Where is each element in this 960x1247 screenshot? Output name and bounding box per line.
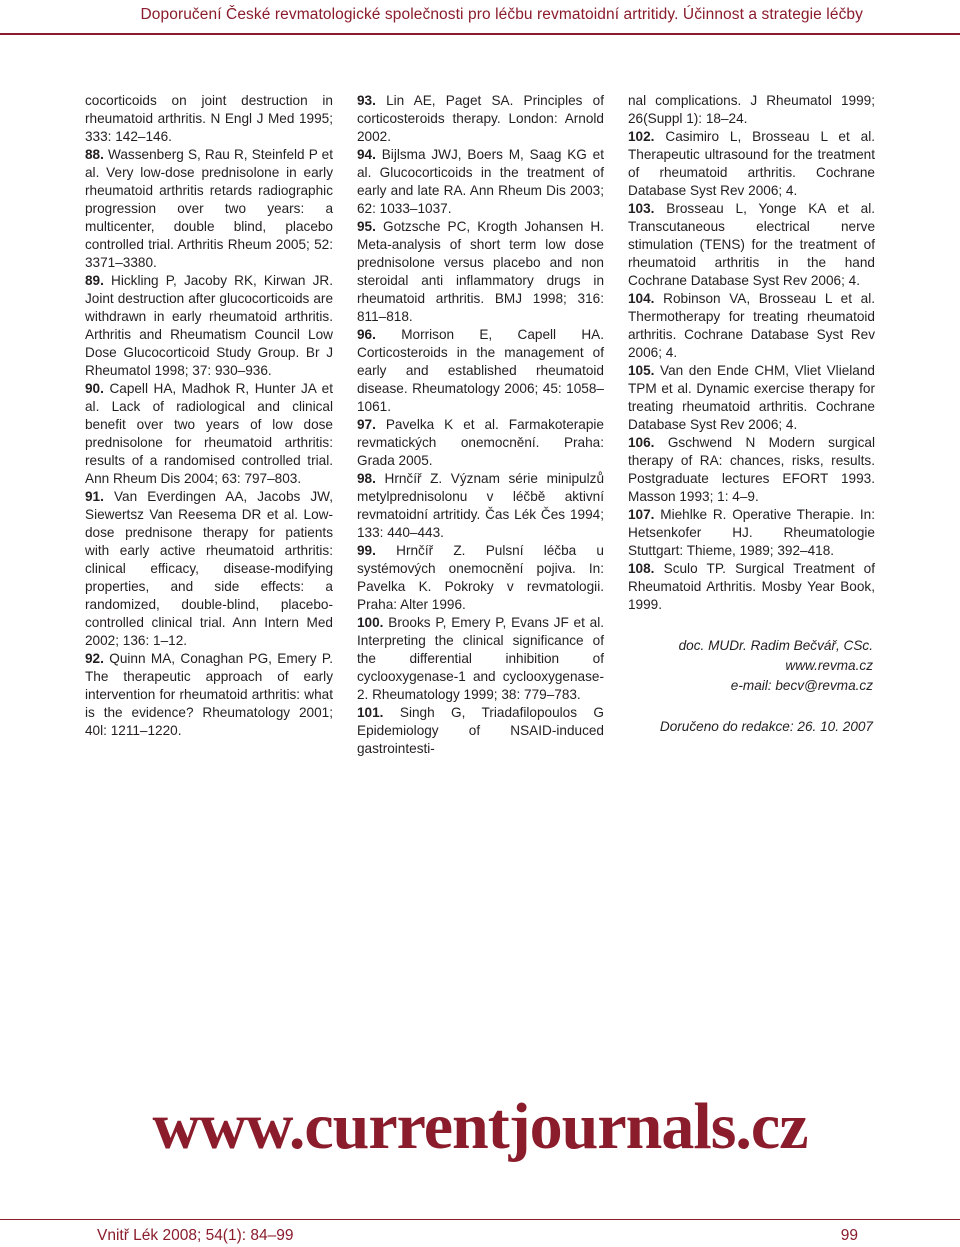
author-website: www.revma.cz: [785, 658, 873, 673]
author-name: doc. MUDr. Radim Bečvář, CSc.: [678, 638, 873, 653]
reference-item: [357, 704, 604, 758]
reference-text: Lin AE, Paget SA. Principles of corticosteroids therapy. London: Arnold 2002.: [357, 93, 604, 144]
reference-text: Gschwend N Modern surgical therapy of RA: chances, risks, results. Postgraduate lectures EFORT 1993. Masson 1993; 1: 4–9.: [628, 435, 875, 504]
reference-text: Quinn MA, Conaghan PG, Emery P. The therapeutic approach of early intervention for rheumatoid arthritis: what is the evidence? Rheumatology 2001; 40l: 1211–1220.: [85, 651, 333, 738]
reference-continuation: cocorticoids on joint destruction in rheumatoid arthritis. N Engl J Med 1995; 333: 142–146.: [85, 93, 333, 144]
reference-text: Casimiro L, Brosseau L et al. Therapeutic ultrasound for the treatment of rheumatoid arthritis. Cochrane Database Syst Rev 2006; 4.: [628, 129, 875, 198]
reference-text: Van Everdingen AA, Jacobs JW, Siewertsz Van Reesema DR et al. Low-dose prednisone therapy for patients with early active rheumatoid arthritis: clinical efficacy, disease-modifying properties, and side effects: a randomized, double-blind, placebo-controlled clinical trial. Ann Intern Med 2002; 136: 1–12.: [85, 489, 333, 648]
reference-item: [85, 650, 333, 740]
reference-number: 99.: [357, 543, 376, 558]
reference-item: [628, 506, 875, 560]
reference-number: 103.: [628, 201, 655, 216]
reference-item: [628, 434, 875, 506]
reference-item: [357, 470, 604, 542]
reference-text: Capell HA, Madhok R, Hunter JA et al. Lack of radiological and clinical benefit over two years of low dose prednisolone for rheumatoid arthritis: results of a randomised controlled trial. Ann Rheum Dis 2004; 63: 797–803.: [85, 381, 333, 486]
reference-text: Robinson VA, Brosseau L et al. Thermotherapy for treating rheumatoid arthritis. Cochrane Database Syst Rev 2006; 4.: [628, 291, 875, 360]
reference-item: [357, 92, 604, 146]
reference-number: 108.: [628, 561, 655, 576]
reference-text: Bijlsma JWJ, Boers M, Saag KG et al. Glucocorticoids in the treatment of early and late RA. Ann Rheum Dis 2003; 62: 1033–1037.: [357, 147, 604, 216]
reference-text: Van den Ende CHM, Vliet Vlieland TPM et al. Dynamic exercise therapy for treating rheumatoid arthritis. Cochrane Database Syst Rev 2006; 4.: [628, 363, 875, 432]
page-number: 99: [840, 1227, 858, 1244]
reference-item: [357, 416, 604, 470]
reference-number: 107.: [628, 507, 655, 522]
reference-number: 94.: [357, 147, 376, 162]
reference-text: Wassenberg S, Rau R, Steinfeld P et al. Very low-dose prednisolone in early rheumatoid arthritis retards radiographic progression over two years: a multicenter, double blind, placebo controlled trial. Arthritis Rheum 2005; 52: 3371–3380.: [85, 147, 333, 270]
reference-text: Miehlke R. Operative Therapie. In: Hetsenkofer HJ. Rheumatologie Stuttgart: Thieme, 1989; 392–418.: [628, 507, 875, 558]
reference-text: Brosseau L, Yonge KA et al. Transcutaneous electrical nerve stimulation (TENS) for the treatment of rheumatoid arthritis in the hand Cochrane Database Syst Rev 2006; 4.: [628, 201, 875, 288]
reference-item: [357, 614, 604, 704]
received-date: Doručeno do redakce: 26. 10. 2007: [659, 719, 873, 734]
reference-item: [628, 200, 875, 290]
reference-item: [357, 146, 604, 218]
reference-item: [357, 542, 604, 614]
references-column-2: [357, 92, 604, 758]
reference-text: Hickling P, Jacoby RK, Kirwan JR. Joint destruction after glucocorticoids are withdrawn in early rheumatoid arthritis. Arthritis and Rheumatism Council Low Dose Glucocorticoid Study Group. Br J Rheumatol 1998; 37: 930–936.: [85, 273, 333, 378]
journal-website-banner: www.currentjournals.cz: [152, 1090, 808, 1163]
reference-number: 88.: [85, 147, 104, 162]
reference-number: 93.: [357, 93, 376, 108]
reference-item: [628, 290, 875, 362]
reference-item: [628, 362, 875, 434]
reference-text: Singh G, Triadafilopoulos G Epidemiology of NSAID-induced gastrointesti-: [357, 705, 604, 756]
header-rule: [0, 33, 960, 35]
reference-number: 105.: [628, 363, 655, 378]
reference-item: [628, 128, 875, 200]
reference-number: 101.: [357, 705, 384, 720]
reference-number: 90.: [85, 381, 104, 396]
reference-text: Morrison E, Capell HA. Corticosteroids in the management of early and established rheumatoid disease. Rheumatology 2006; 45: 1058–1061.: [357, 327, 604, 414]
reference-text: Sculo TP. Surgical Treatment of Rheumatoid Arthritis. Mosby Year Book, 1999.: [628, 561, 875, 612]
reference-item: [85, 146, 333, 272]
reference-item: [357, 218, 604, 326]
reference-item: [85, 272, 333, 380]
reference-item: [85, 488, 333, 650]
reference-number: 95.: [357, 219, 376, 234]
reference-number: 102.: [628, 129, 655, 144]
reference-text: Hrnčíř Z. Pulsní léčba u systémových onemocnění pojiva. In: Pavelka K. Pokroky v revmatologii. Praha: Alter 1996.: [357, 543, 604, 612]
reference-text: Hrnčíř Z. Význam série minipulzů metylprednisolonu v léčbě aktivní revmatoidní artritidy. Čas Lék Čes 1994; 133: 440–443.: [357, 471, 604, 540]
reference-number: 89.: [85, 273, 104, 288]
reference-continuation: nal complications. J Rheumatol 1999; 26(Suppl 1): 18–24.: [628, 93, 875, 126]
reference-number: 98.: [357, 471, 376, 486]
footer-rule: [0, 1219, 960, 1220]
references-column-3: [628, 92, 875, 736]
reference-text: Gotzsche PC, Krogth Johansen H. Meta-analysis of short term low dose prednisolone versus placebo and non steroidal anti inflammatory drugs in rheumatoid arthritis. BMJ 1998; 316: 811–818.: [357, 219, 605, 324]
reference-item: [85, 380, 333, 488]
reference-number: 92.: [85, 651, 104, 666]
author-signature: [628, 636, 875, 696]
references-column-1: [85, 92, 333, 740]
reference-item: [357, 326, 604, 416]
reference-number: 100.: [357, 615, 384, 630]
footer-citation: Vnitř Lék 2008; 54(1): 84–99: [97, 1227, 294, 1244]
reference-item: [628, 560, 875, 614]
reference-number: 91.: [85, 489, 104, 504]
running-title: Doporučení České revmatologické společnosti pro léčbu revmatoidní artritidy. Účinnost a strategie léčby: [140, 6, 863, 23]
reference-text: Brooks P, Emery P, Evans JF et al. Interpreting the clinical significance of the differential inhibition of cyclooxygenase-1 and cyclooxygenase-2. Rheumatology 1999; 38: 779–783.: [357, 615, 604, 702]
reference-number: 97.: [357, 417, 376, 432]
reference-number: 104.: [628, 291, 655, 306]
reference-text: Pavelka K et al. Farmakoterapie revmatických onemocnění. Praha: Grada 2005.: [357, 417, 604, 468]
reference-number: 96.: [357, 327, 376, 342]
author-email: e-mail: becv@revma.cz: [730, 678, 873, 693]
reference-number: 106.: [628, 435, 655, 450]
